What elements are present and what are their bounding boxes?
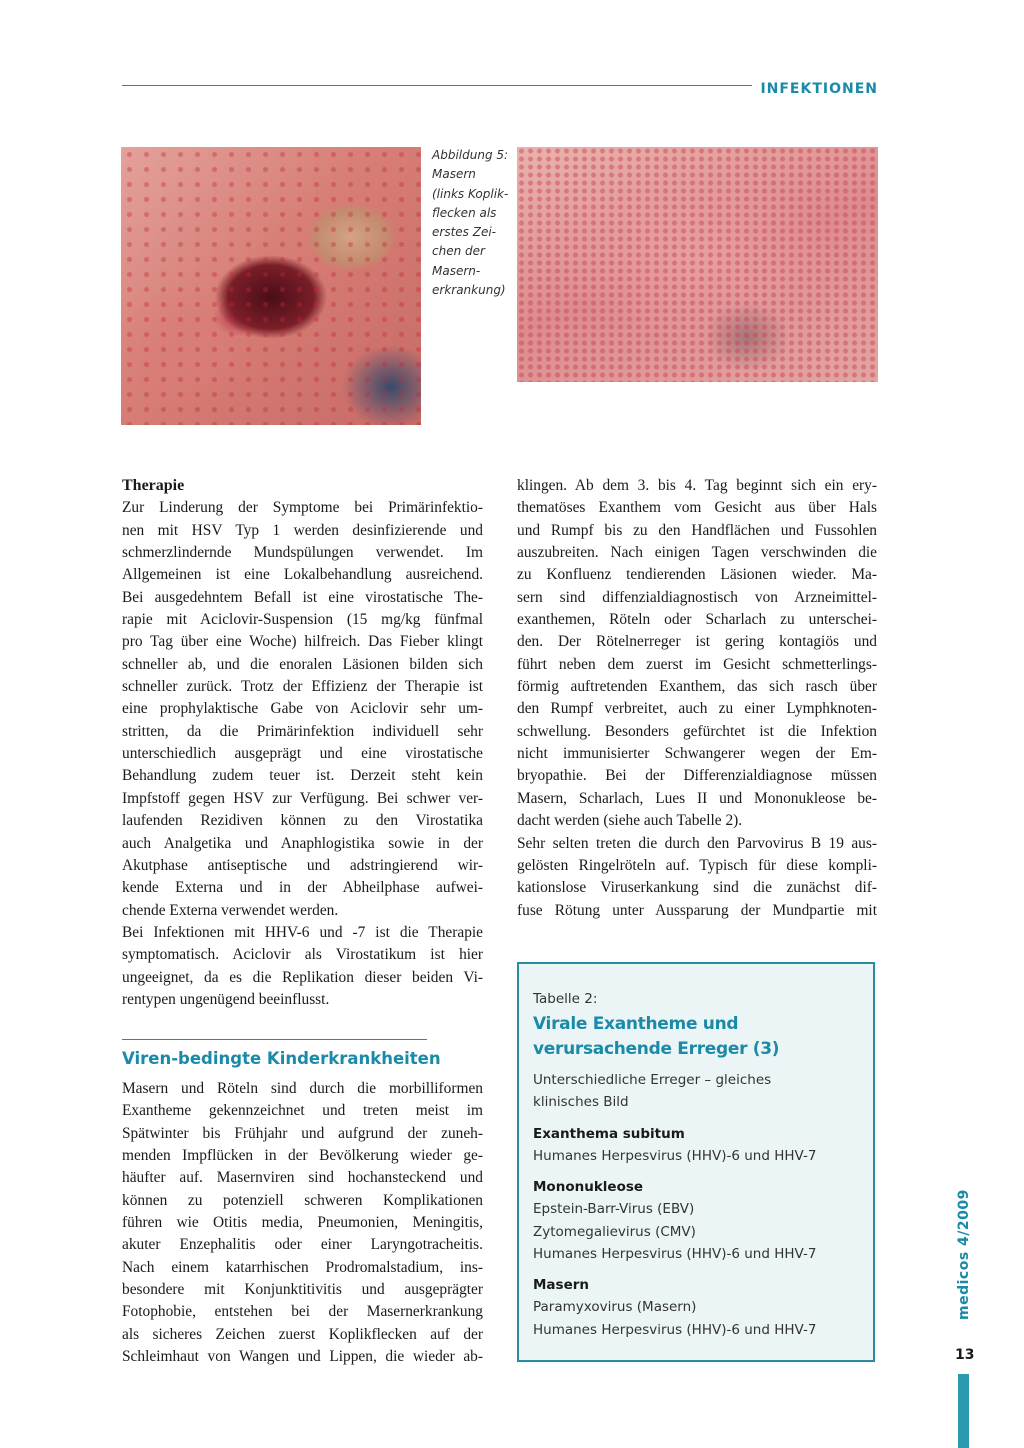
right-column — [517, 475, 877, 922]
body-line: Masern, Scharlach, Lues II und Mononukleose be- — [517, 789, 877, 807]
body-line: können zu potenziell schweren Komplikationen — [122, 1191, 483, 1209]
section-heading-kinderkrankheiten: Viren-bedingte Kinderkrankheiten — [122, 1049, 441, 1068]
table-group-item: Humanes Herpesvirus (HHV)-6 und HHV-7 — [533, 1321, 817, 1338]
caption-line: Masern- — [432, 263, 481, 278]
body-line: Impfstoff gegen HSV zur Verfügung. Bei schwer ver- — [122, 789, 483, 807]
body-line: unterschiedlich ausgeprägt und eine virostatische — [122, 745, 483, 763]
therapy-heading: Therapie — [122, 477, 185, 494]
table-subtitle: Unterschiedliche Erreger – gleiches klinisches Bild — [533, 1072, 772, 1110]
body-line: besondere mit Konjunktitivitis und ausgeprägter — [122, 1281, 483, 1299]
caption-line: Abbildung 5: — [432, 148, 509, 162]
section-rule — [122, 1039, 427, 1040]
body-line: Bei Infektionen mit HHV-6 und -7 ist die Therapie — [122, 923, 483, 941]
body-line: Fotophobie, entstehen bei der Masernerkrankung — [122, 1303, 483, 1321]
body-line: schneller ab, und die enoralen Läsionen bilden sich — [122, 655, 483, 673]
body-line: schwellung. Besonders gefürchtet ist die Infektion — [517, 722, 877, 740]
table-group-item: Humanes Herpesvirus (HHV)-6 und HHV-7 — [533, 1246, 817, 1263]
body-line: Spätwinter bis Frühjahr und aufgrund der zuneh- — [122, 1124, 483, 1142]
table-group-title: Masern — [533, 1277, 590, 1293]
table-title: Virale Exantheme und verursachende Erreger (3) — [533, 1014, 780, 1059]
body-line: kende Externa und in der Abheilphase aufwei- — [122, 879, 483, 897]
body-line: menden Impflücken in der Bevölkerung wieder ge- — [122, 1147, 483, 1165]
body-line: chende Externa verwendet werden. — [122, 901, 339, 919]
body-line: exanthemen, Röteln oder Scharlach zu unterschei- — [517, 611, 877, 629]
table-group-title: Exanthema subitum — [533, 1126, 685, 1142]
side-accent-bar — [958, 1374, 969, 1448]
caption-line: (links Koplik- — [432, 186, 509, 201]
body-line: Zur Linderung der Symptome bei Primärinfektio- — [122, 499, 483, 517]
body-line: Sehr selten treten die durch den Parvovirus B 19 aus- — [517, 834, 877, 852]
body-line: häufter auf. Masernviren sind hochansteckend und — [122, 1169, 483, 1187]
left-column-kinderkrankheiten — [122, 1078, 483, 1368]
caption-line: erkrankung) — [432, 283, 506, 298]
body-line: symptomatisch. Aciclovir als Virostatikum ist hier — [122, 946, 483, 964]
body-line: den Rumpf verbreitet, auch zu einer Lymphknoten- — [517, 700, 877, 718]
measles-exanthem-photo — [517, 147, 878, 382]
body-line: akuter Enzephalitis oder einer Laryngotracheitis. — [122, 1236, 483, 1254]
measles-koplik-photo — [121, 147, 421, 425]
body-line: als sicheres Zeichen zuerst Koplikflecken auf der — [122, 1325, 483, 1343]
body-line: Akutphase antiseptische und adstringierend wir- — [122, 856, 483, 874]
body-line: pro Tag über eine Woche) hilfreich. Das Fieber klingt — [122, 633, 483, 651]
body-line: förmig auftretenden Exanthem, das sich rasch über — [517, 678, 877, 696]
table-group-exanthema-subitum — [533, 1123, 863, 1168]
body-line: zu Konfluenz tendierenden Läsionen wieder. Ma- — [517, 566, 877, 584]
table-group-title: Mononukleose — [533, 1179, 644, 1195]
table-group-masern — [533, 1274, 863, 1341]
body-line: stritten, da die Primärinfektion individuell sehr — [122, 722, 483, 740]
body-line: und Rumpf bis zu den Handflächen und Fussohlen — [517, 521, 877, 539]
table-group-mononukleose — [533, 1176, 863, 1266]
body-line: kationslose Viruserkankung sind die zunächst dif- — [517, 879, 877, 897]
body-line: Nach einem katarrhischen Prodromalstadium, ins- — [122, 1258, 483, 1276]
body-line: Schleimhaut von Wangen und Lippen, die wieder ab- — [122, 1348, 483, 1366]
body-line: rapie mit Aciclovir-Suspension (15 mg/kg fünfmal — [122, 611, 483, 629]
caption-line: flecken als — [432, 205, 497, 220]
body-line: schmerzlindernde Mundspülungen verwendet. Im — [122, 544, 483, 562]
table-group-item: Zytomegalievirus (CMV) — [533, 1223, 696, 1240]
body-line: sern sind diffenzialdiagnostisch von Arzneimittel- — [517, 588, 877, 606]
body-line: Allgemeinen ist eine Lokalbehandlung ausreichend. — [122, 566, 483, 584]
section-label: INFEKTIONEN — [752, 81, 878, 97]
body-line: Behandlung zudem teuer ist. Derzeit steht kein — [122, 767, 483, 785]
body-line: Exantheme gekennzeichnet und treten meist im — [122, 1102, 483, 1120]
figure-caption — [432, 146, 514, 300]
caption-line: chen der — [432, 244, 485, 259]
table-2-box — [517, 962, 875, 1362]
body-line: ungeeignet, da es die Replikation dieser beiden Vi- — [122, 968, 483, 986]
body-line: fuse Rötung unter Aussparung der Mundpartie mit — [517, 901, 877, 919]
body-line: thematöses Exanthem vom Gesicht aus über Hals — [517, 499, 877, 517]
body-line: bryopathie. Bei der Differenzialdiagnose müssen — [517, 767, 877, 785]
body-line: Bei ausgedehntem Befall ist eine virostatische The- — [122, 588, 483, 606]
body-line: laufenden Rezidiven können zu den Virostatika — [122, 812, 483, 830]
body-line: auch Analgetika und Anaphlogistika sowie in der — [122, 834, 483, 852]
body-line: auszubreiten. Nach einigen Tagen verschwinden die — [517, 544, 877, 562]
body-line: klingen. Ab dem 3. bis 4. Tag beginnt sich ein ery- — [517, 477, 877, 494]
body-line: Masern und Röteln sind durch die morbilliformen — [122, 1080, 483, 1097]
body-line: nicht immunisierter Schwangerer wegen der Em- — [517, 745, 877, 763]
body-line: führt neben dem zuerst im Gesicht schmetterlings- — [517, 655, 877, 673]
table-group-item: Humanes Herpesvirus (HHV)-6 und HHV-7 — [533, 1148, 817, 1165]
table-group-item: Paramyxovirus (Masern) — [533, 1299, 697, 1316]
caption-line: erstes Zei- — [432, 225, 496, 240]
table-group-item: Epstein-Barr-Virus (EBV) — [533, 1201, 695, 1218]
table-label: Tabelle 2: — [533, 991, 598, 1007]
body-line: rentypen ungenügend beeinflusst. — [122, 990, 330, 1008]
body-line: dacht werden (siehe auch Tabelle 2). — [517, 812, 743, 830]
caption-line: Masern — [432, 167, 476, 182]
journal-issue-label: medicos 4/2009 — [956, 1189, 972, 1320]
body-line: gelösten Ringelröteln auf. Typisch für diese kompli- — [517, 856, 877, 874]
page-number: 13 — [955, 1347, 975, 1363]
body-line: schneller zurück. Trotz der Effizienz der Therapie ist — [122, 678, 483, 696]
body-line: nen mit HSV Typ 1 werden desinfizierende und — [122, 521, 483, 539]
body-line: den. Der Rötelnerreger ist gering kontagiös und — [517, 633, 877, 651]
body-line: eine prophylaktische Gabe von Aciclovir sehr um- — [122, 700, 483, 718]
left-column-therapy — [122, 475, 483, 1011]
body-line: führen wie Otitis media, Pneumonien, Meningitis, — [122, 1214, 483, 1232]
